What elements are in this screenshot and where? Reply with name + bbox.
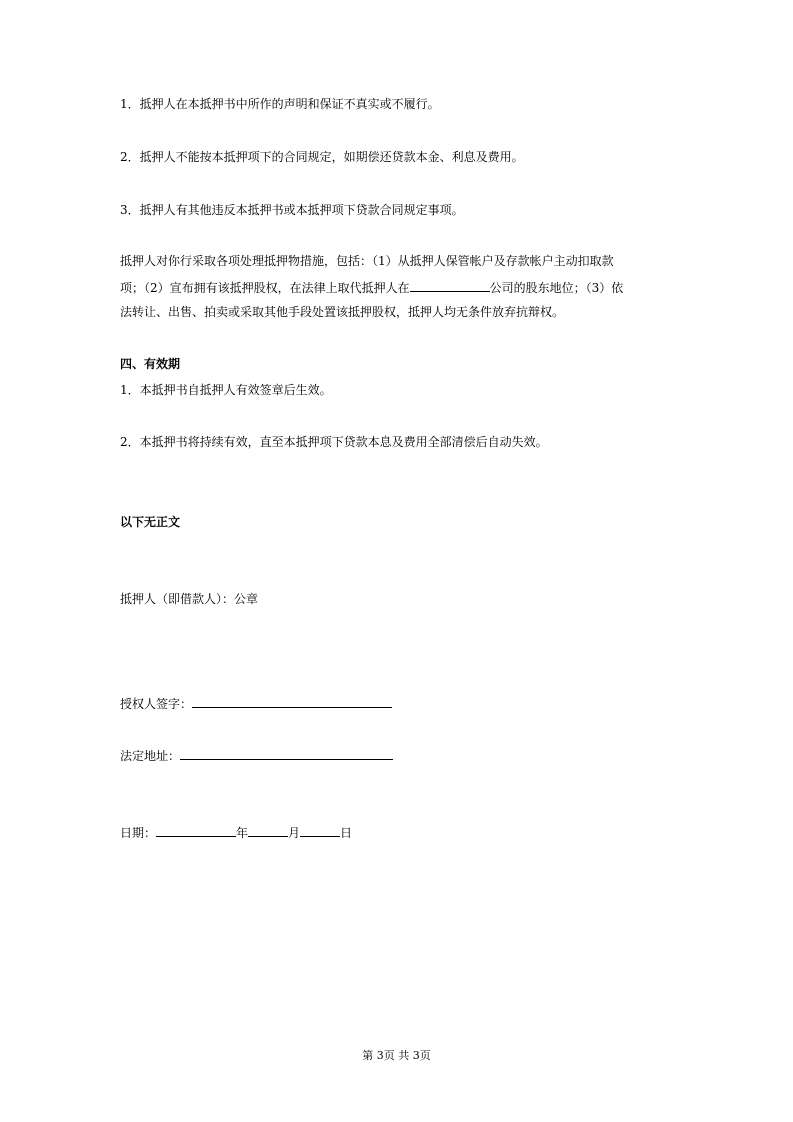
- authorized-signature-blank[interactable]: [192, 695, 392, 708]
- date-label: 日期：: [120, 826, 157, 840]
- validity-item-1: 1．本抵押书自抵押人有效签章后生效。: [120, 383, 332, 397]
- authorized-signature-row: [120, 695, 392, 711]
- page-number-footer: 第 3页 共 3页: [362, 1049, 431, 1062]
- company-name-blank[interactable]: [410, 279, 490, 292]
- clause-3: 3．抵押人有其他违反本抵押书或本抵押项下贷款合同规定事项。: [120, 203, 464, 217]
- measures-line-2-end: 公司的股东地位；（3）依: [489, 281, 624, 295]
- month-blank[interactable]: [248, 824, 288, 837]
- day-blank[interactable]: [300, 824, 340, 837]
- date-row: [120, 824, 352, 840]
- measures-line-2-start: 项；（2）宣布拥有该抵押股权，在法律上取代抵押人在: [120, 281, 410, 295]
- authorized-signature-label: 授权人签字：: [120, 697, 193, 711]
- measures-line-3: 法转让、出售、拍卖或采取其他手段处置该抵押股权，抵押人均无条件放弃抗辩权。: [120, 305, 565, 319]
- legal-address-blank[interactable]: [180, 747, 393, 760]
- day-label: 日: [340, 826, 353, 840]
- measures-line-1: 抵押人对你行采取各项处理抵押物措施，包括：（1）从抵押人保管帐户及存款帐户主动扣取款: [120, 254, 614, 268]
- year-label: 年: [236, 826, 249, 840]
- clause-1: 1．抵押人在本抵押书中所作的声明和保证不真实或不履行。: [120, 97, 440, 111]
- legal-address-label: 法定地址：: [120, 749, 181, 763]
- month-label: 月: [288, 826, 301, 840]
- mortgagor-seal-label: 抵押人（即借款人）：公章: [120, 592, 259, 606]
- year-blank[interactable]: [156, 824, 236, 837]
- end-note: 以下无正文: [120, 515, 181, 529]
- legal-address-row: [120, 747, 393, 763]
- validity-item-2: 2．本抵押书将持续有效，直至本抵押项下贷款本息及费用全部清偿后自动失效。: [120, 435, 548, 449]
- clause-2: 2．抵押人不能按本抵押项下的合同规定，如期偿还贷款本金、利息及费用。: [120, 150, 524, 164]
- measures-line-2: [120, 279, 623, 295]
- validity-heading: 四、有效期: [120, 357, 181, 371]
